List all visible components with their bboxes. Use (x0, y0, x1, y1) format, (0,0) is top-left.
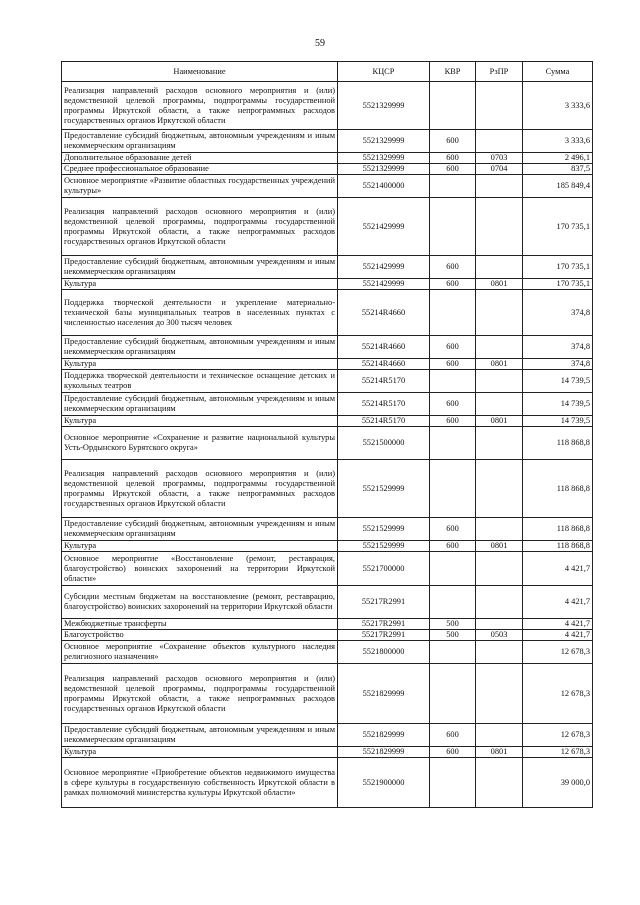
cell-rzpr (476, 198, 523, 256)
cell-code: 5521829999 (338, 664, 430, 724)
cell-rzpr (476, 586, 523, 619)
page-number: 59 (315, 38, 325, 49)
cell-sum: 3 333,6 (523, 130, 593, 153)
cell-sum: 170 735,1 (523, 279, 593, 290)
cell-sum: 14 739,5 (523, 393, 593, 416)
cell-name: Основное мероприятие «Сохранение и развитие национальной культуры Усть-Ордынского Бурятского округа» (62, 427, 338, 460)
cell-sum: 39 000,0 (523, 758, 593, 808)
table-row (62, 630, 593, 641)
header-name: Наименование (62, 62, 338, 82)
cell-name: Предоставление субсидий бюджетным, автономным учреждениям и иным некоммерческим организациям (62, 130, 338, 153)
cell-code: 55217R2991 (338, 630, 430, 641)
table-row (62, 153, 593, 164)
cell-sum: 2 496,1 (523, 153, 593, 164)
table-row (62, 586, 593, 619)
table-row (62, 130, 593, 153)
cell-rzpr (476, 393, 523, 416)
table-row (62, 336, 593, 359)
cell-sum: 12 678,3 (523, 724, 593, 747)
cell-name: Среднее профессиональное образование (62, 164, 338, 175)
cell-rzpr (476, 552, 523, 586)
header-rzpr: РзПР (476, 62, 523, 82)
cell-kvr: 600 (430, 359, 476, 370)
cell-kvr: 600 (430, 336, 476, 359)
table-row (62, 164, 593, 175)
table-row (62, 198, 593, 256)
header-kvr: КВР (430, 62, 476, 82)
table-row (62, 416, 593, 427)
cell-rzpr (476, 290, 523, 336)
cell-sum: 374,8 (523, 359, 593, 370)
cell-sum: 170 735,1 (523, 256, 593, 279)
cell-rzpr (476, 256, 523, 279)
cell-sum: 118 868,8 (523, 518, 593, 541)
cell-kvr: 600 (430, 130, 476, 153)
cell-sum: 118 868,8 (523, 427, 593, 460)
cell-sum: 14 739,5 (523, 416, 593, 427)
cell-code: 5521500000 (338, 427, 430, 460)
cell-sum: 4 421,7 (523, 630, 593, 641)
cell-name: Дополнительное образование детей (62, 153, 338, 164)
header-code: КЦСР (338, 62, 430, 82)
cell-code: 5521800000 (338, 641, 430, 664)
table-row (62, 541, 593, 552)
cell-sum: 4 421,7 (523, 552, 593, 586)
cell-code: 5521329999 (338, 164, 430, 175)
cell-sum: 12 678,3 (523, 747, 593, 758)
cell-name: Предоставление субсидий бюджетным, автономным учреждениям и иным некоммерческим организациям (62, 518, 338, 541)
cell-sum: 374,8 (523, 290, 593, 336)
cell-rzpr (476, 641, 523, 664)
cell-rzpr (476, 619, 523, 630)
table-header-row (62, 62, 593, 82)
cell-rzpr: 0801 (476, 541, 523, 552)
cell-code: 55214R4660 (338, 290, 430, 336)
table-row (62, 641, 593, 664)
cell-name: Основное мероприятие «Приобретение объектов недвижимого имущества в сфере культуры в государственную собственность Иркутской области в рамках полномочий министерства культуры Иркутской области» (62, 758, 338, 808)
cell-kvr: 600 (430, 747, 476, 758)
cell-rzpr (476, 758, 523, 808)
cell-name: Субсидии местным бюджетам на восстановление (ремонт, реставрацию, благоустройство) воинских захоронений на территории Иркутской области (62, 586, 338, 619)
cell-rzpr (476, 460, 523, 518)
table-row (62, 370, 593, 393)
cell-code: 55214R5170 (338, 393, 430, 416)
cell-kvr (430, 290, 476, 336)
cell-rzpr (476, 427, 523, 460)
table-row (62, 619, 593, 630)
cell-name: Реализация направлений расходов основного мероприятия и (или) ведомственной целевой программы, подпрограммы государственной программы Иркутской области, а также непрограммных расходов государственных органов Иркутской области (62, 82, 338, 130)
cell-name: Основное мероприятие «Развитие областных государственных учреждений культуры» (62, 175, 338, 198)
cell-rzpr (476, 724, 523, 747)
cell-sum: 14 739,5 (523, 370, 593, 393)
table-row (62, 359, 593, 370)
cell-kvr: 600 (430, 541, 476, 552)
cell-code: 5521829999 (338, 747, 430, 758)
cell-rzpr (476, 336, 523, 359)
table-row (62, 724, 593, 747)
cell-sum: 118 868,8 (523, 541, 593, 552)
cell-name: Реализация направлений расходов основного мероприятия и (или) ведомственной целевой программы, подпрограммы государственной программы Иркутской области, а также непрограммных расходов государственных органов Иркутской области (62, 460, 338, 518)
cell-name: Благоустройство (62, 630, 338, 641)
cell-sum: 3 333,6 (523, 82, 593, 130)
table-row (62, 82, 593, 130)
cell-code: 55214R5170 (338, 370, 430, 393)
cell-sum: 118 868,8 (523, 460, 593, 518)
cell-name: Культура (62, 747, 338, 758)
cell-sum: 12 678,3 (523, 641, 593, 664)
table-row (62, 552, 593, 586)
cell-rzpr: 0704 (476, 164, 523, 175)
cell-kvr: 600 (430, 153, 476, 164)
table-row (62, 427, 593, 460)
cell-kvr (430, 641, 476, 664)
cell-sum: 170 735,1 (523, 198, 593, 256)
cell-kvr (430, 82, 476, 130)
cell-kvr (430, 427, 476, 460)
cell-kvr: 600 (430, 724, 476, 747)
cell-sum: 185 849,4 (523, 175, 593, 198)
cell-kvr (430, 175, 476, 198)
table-row (62, 518, 593, 541)
cell-code: 55217R2991 (338, 619, 430, 630)
cell-code: 5521329999 (338, 82, 430, 130)
cell-sum: 837,5 (523, 164, 593, 175)
cell-name: Реализация направлений расходов основного мероприятия и (или) ведомственной целевой программы, подпрограммы государственной программы Иркутской области, а также непрограммных расходов государственных органов Иркутской области (62, 198, 338, 256)
cell-kvr (430, 586, 476, 619)
cell-kvr: 600 (430, 393, 476, 416)
table-row (62, 290, 593, 336)
cell-code: 5521829999 (338, 724, 430, 747)
cell-code: 55214R4660 (338, 359, 430, 370)
cell-rzpr: 0801 (476, 416, 523, 427)
cell-code: 55214R5170 (338, 416, 430, 427)
cell-kvr: 600 (430, 416, 476, 427)
table-row (62, 747, 593, 758)
cell-rzpr (476, 370, 523, 393)
table-row (62, 256, 593, 279)
cell-name: Культура (62, 541, 338, 552)
cell-name: Предоставление субсидий бюджетным, автономным учреждениям и иным некоммерческим организациям (62, 256, 338, 279)
cell-sum: 4 421,7 (523, 619, 593, 630)
cell-kvr (430, 370, 476, 393)
cell-sum: 12 678,3 (523, 664, 593, 724)
cell-name: Поддержка творческой деятельности и техническое оснащение детских и кукольных театров (62, 370, 338, 393)
cell-rzpr (476, 518, 523, 541)
cell-kvr: 500 (430, 619, 476, 630)
cell-name: Культура (62, 416, 338, 427)
table-row (62, 460, 593, 518)
cell-name: Культура (62, 279, 338, 290)
cell-kvr: 600 (430, 164, 476, 175)
cell-code: 5521429999 (338, 279, 430, 290)
table-body (62, 82, 593, 808)
cell-kvr (430, 664, 476, 724)
cell-code: 5521900000 (338, 758, 430, 808)
cell-name: Поддержка творческой деятельности и укрепление материально-технической базы муниципальных театров в населенных пунктах с численностью населения до 300 тысяч человек (62, 290, 338, 336)
cell-rzpr (476, 130, 523, 153)
cell-kvr: 500 (430, 630, 476, 641)
cell-rzpr: 0801 (476, 279, 523, 290)
cell-name: Реализация направлений расходов основного мероприятия и (или) ведомственной целевой программы, подпрограммы государственной программы Иркутской области, а также непрограммных расходов государственных органов Иркутской области (62, 664, 338, 724)
cell-kvr (430, 552, 476, 586)
table-row (62, 175, 593, 198)
cell-code: 5521700000 (338, 552, 430, 586)
cell-code: 5521400000 (338, 175, 430, 198)
cell-rzpr: 0703 (476, 153, 523, 164)
cell-name: Предоставление субсидий бюджетным, автономным учреждениям и иным некоммерческим организациям (62, 393, 338, 416)
table-row (62, 393, 593, 416)
cell-code: 5521529999 (338, 460, 430, 518)
cell-kvr (430, 758, 476, 808)
cell-sum: 374,8 (523, 336, 593, 359)
cell-kvr: 600 (430, 279, 476, 290)
cell-code: 5521429999 (338, 198, 430, 256)
cell-kvr (430, 460, 476, 518)
cell-name: Основное мероприятие «Восстановление (ремонт, реставрация, благоустройство) воинских захоронений на территории Иркутской области» (62, 552, 338, 586)
cell-sum: 4 421,7 (523, 586, 593, 619)
budget-table (61, 61, 593, 808)
cell-kvr: 600 (430, 518, 476, 541)
cell-code: 5521529999 (338, 541, 430, 552)
cell-rzpr (476, 175, 523, 198)
cell-code: 55217R2991 (338, 586, 430, 619)
cell-rzpr (476, 82, 523, 130)
cell-name: Предоставление субсидий бюджетным, автономным учреждениям и иным некоммерческим организациям (62, 724, 338, 747)
cell-code: 55214R4660 (338, 336, 430, 359)
cell-code: 5521429999 (338, 256, 430, 279)
table-row (62, 664, 593, 724)
cell-rzpr (476, 664, 523, 724)
table-row (62, 758, 593, 808)
cell-name: Основное мероприятие «Сохранение объектов культурного наследия религиозного назначения» (62, 641, 338, 664)
cell-kvr: 600 (430, 256, 476, 279)
table-row (62, 279, 593, 290)
cell-name: Межбюджетные трансферты (62, 619, 338, 630)
cell-rzpr: 0503 (476, 630, 523, 641)
cell-name: Культура (62, 359, 338, 370)
cell-name: Предоставление субсидий бюджетным, автономным учреждениям и иным некоммерческим организациям (62, 336, 338, 359)
header-sum: Сумма (523, 62, 593, 82)
cell-rzpr: 0801 (476, 747, 523, 758)
cell-code: 5521329999 (338, 130, 430, 153)
cell-rzpr: 0801 (476, 359, 523, 370)
cell-kvr (430, 198, 476, 256)
cell-code: 5521529999 (338, 518, 430, 541)
cell-code: 5521329999 (338, 153, 430, 164)
